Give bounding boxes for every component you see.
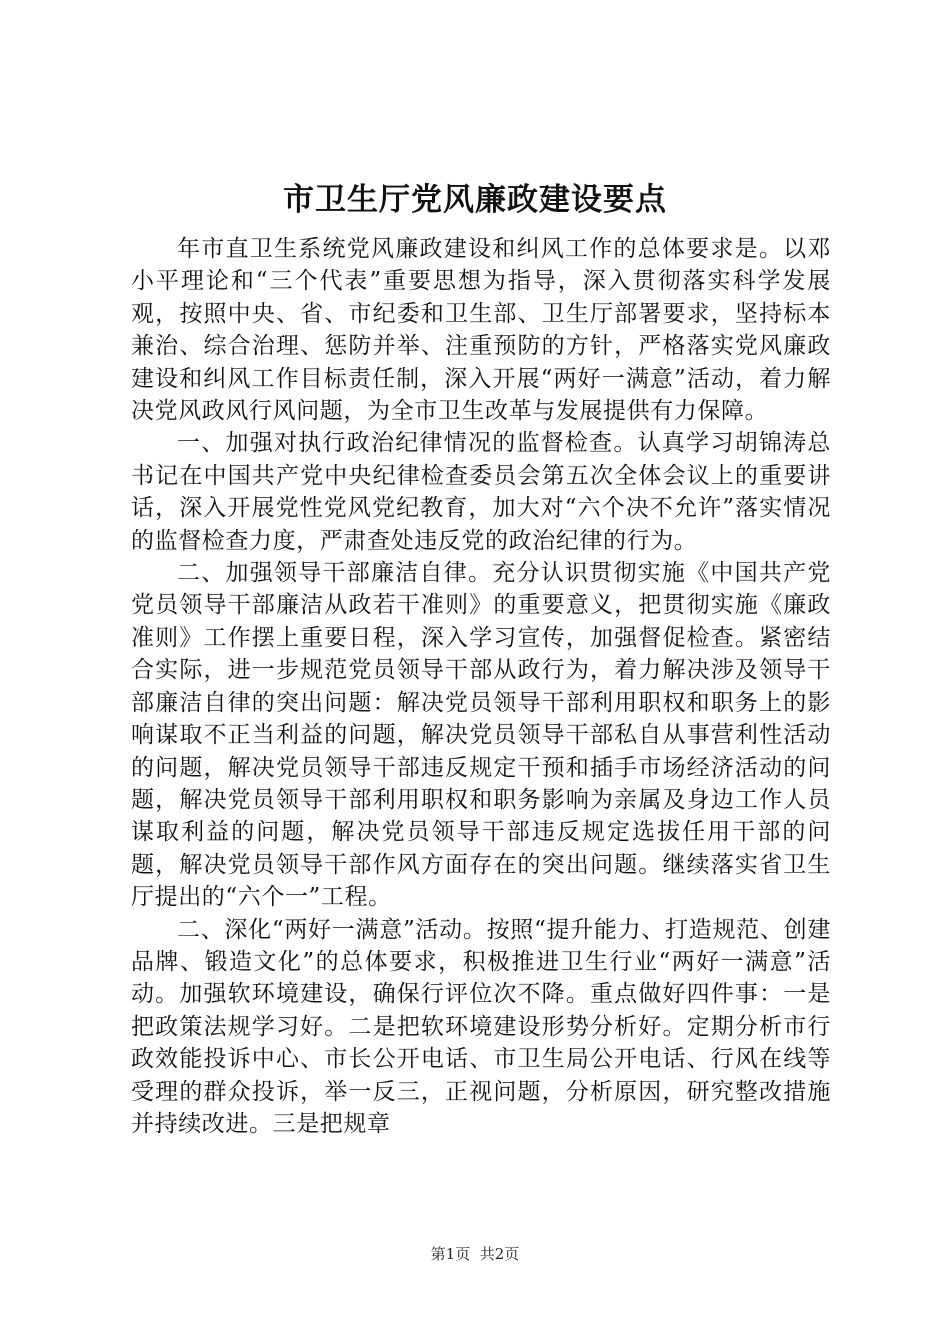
paragraph-intro: 年市直卫生系统党风廉政建设和纠风工作的总体要求是。以邓小平理论和“三个代表”重要思想为指导，深入贯彻落实科学发展观，按照中央、省、市纪委和卫生部、卫生厅部署要求，坚持标本兼治、综合治理、惩防并举、注重预防的方针，严格落实党风廉政建设和纠风工作目标责任制，深入开展“两好一满意”活动，着力解决党风政风行风问题，为全市卫生改革与发展提供有力保障。 (131, 236, 831, 425)
page-footer (0, 1244, 950, 1264)
page-total: 共2页 (479, 1245, 520, 1263)
page-title: 市卫生厅党风廉政建设要点 (283, 182, 667, 218)
paragraph-leader-integrity: 二、加强领导干部廉洁自律。充分认识贯彻实施《中国共产党党员领导干部廉洁从政若干准则》的重要意义，把贯彻实施《廉政准则》工作摆上重要日程，深入学习宣传，加强督促检查。紧密结合实际，进一步规范党员领导干部从政行为，着力解决涉及领导干部廉洁自律的突出问题：解决党员领导干部利用职权和职务上的影响谋取不正当利益的问题，解决党员领导干部私自从事营利性活动的问题，解决党员领导干部违反规定干预和插手市场经济活动的问题，解决党员领导干部利用职权和职务影响为亲属及身边工作人员谋取利益的问题，解决党员领导干部违反规定选拔任用干部的问题，解决党员领导干部作风方面存在的突出问题。继续落实省卫生厅提出的“六个一”工程。 (131, 560, 831, 911)
paragraph-political-discipline: 一、加强对执行政治纪律情况的监督检查。认真学习胡锦涛总书记在中国共产党中央纪律检查委员会第五次全体会议上的重要讲话，深入开展党性党风党纪教育，加大对“六个决不允许”落实情况的监督检查力度，严肃查处违反党的政治纪律的行为。 (131, 430, 831, 554)
paragraph-two-good-one-satisfied: 二、深化“两好一满意”活动。按照“提升能力、打造规范、创建品牌、锻造文化”的总体要求，积极推进卫生行业“两好一满意”活动。加强软环境建设，确保行评位次不降。重点做好四件事：一是把政策法规学习好。二是把软环境建设形势分析好。定期分析市行政效能投诉中心、市长公开电话、市卫生局公开电话、行风在线等受理的群众投诉，举一反三，正视问题，分析原因，研究整改措施并持续改进。三是把规章 (131, 916, 831, 1137)
document-body (131, 233, 831, 1140)
page-number: 第1页 (430, 1245, 471, 1263)
